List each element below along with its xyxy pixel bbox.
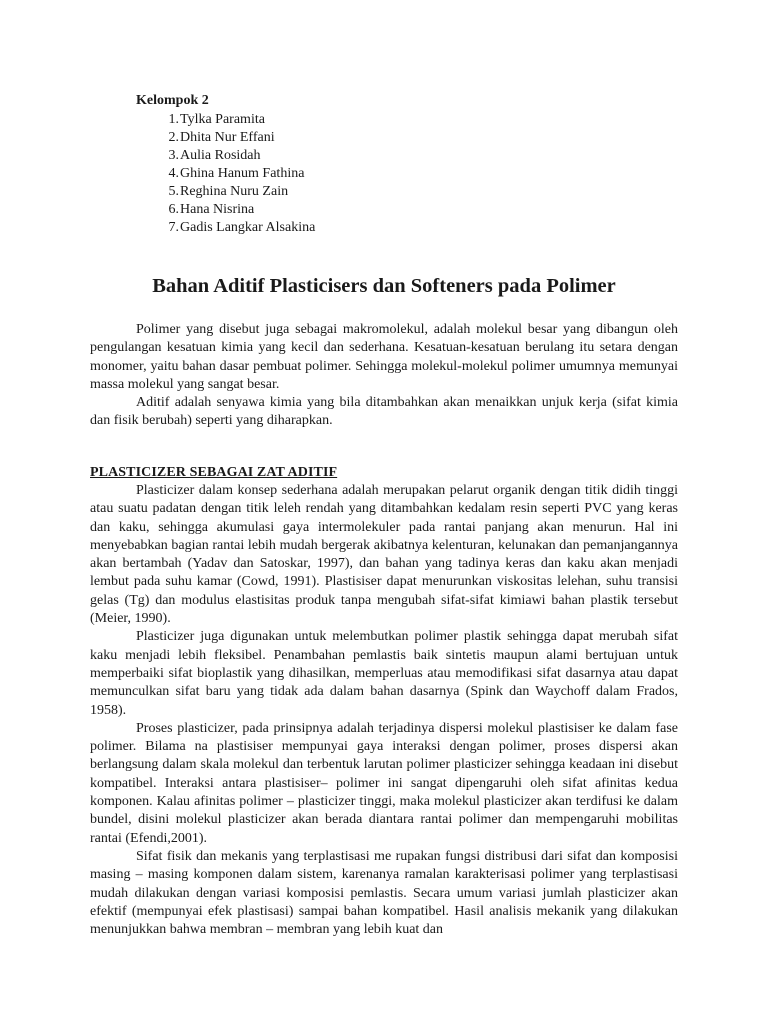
list-item [136,183,315,201]
paragraph: Plasticizer dalam konsep sederhana adalah merupakan pelarut organik dengan titik didih tinggi atau suatu padatan dengan titik leleh rendah yang ditambahkan kedalam resin seperti PVC yang keras dan kaku, sehingga akumulasi gaya intermolekuler pada rantai panjang akan menurun. Hal ini menyebabkan bagian rantai lebih mudah bergerak akibatnya kelenturan, kelunakan dan pemanjangannya akan bertambah (Yadav dan Satoskar, 1997), dan bahan yang tadinya keras dan kaku akan menjadi lembut pada suhu kamar (Cowd, 1991). Plastisiser dapat menurunkan viskositas lelehan, suhu transisi gelas (Tg) dan modulus elastisitas produk tanpa mengubah sifat-sifat kimiawi bahan plastik tersebut (Meier, 1990). [90,483,678,627]
list-number: 6. [168,202,179,217]
member-name: Ghina Hanum Fathina [180,166,305,181]
list-number: 2. [168,130,179,145]
list-number: 3. [168,148,179,163]
paragraph: Polimer yang disebut juga sebagai makromolekul, adalah molekul besar yang dibangun oleh pengulangan kesatuan kimia yang kecil dan sederhana. Kesatuan-kesatuan berulang itu setara dengan monomer, yaitu bahan dasar pembuat polimer. Sehingga molekul-molekul polimer umumnya memunyai massa molekul yang sangat besar. [90,322,678,392]
list-number: 5. [168,184,179,199]
paragraph: Proses plasticizer, pada prinsipnya adalah terjadinya dispersi molekul plastisiser ke dalam fase polimer. Bilama na plastisiser mempunyai gaya interaksi dengan polimer, proses dispersi akan berlangsung dalam skala molekul dan terbentuk larutan polimer plasticizer sehingga keadaan ini disebut kompatibel. Interaksi antara plastisiser– polimer ini sangat dipengaruhi oleh sifat afinitas kedua komponen. Kalau afinitas polimer – plasticizer tinggi, maka molekul plasticizer akan terdifusi ke dalam bundel, disini molekul plasticizer akan berada diantara rantai polimer dan mempengaruhi mobilitas rantai (Efendi,2001). [90,720,678,846]
paragraph: Plasticizer juga digunakan untuk melembutkan polimer plastik sehingga dapat merubah sifat kaku menjadi lebih fleksibel. Penambahan pemlastis baik sintetis maupun alami bertujuan untuk memperbaiki sifat bioplastik yang dihasilkan, memperluas atau memodifikasi sifat dasarnya atau dapat memunculkan sifat baru yang tidak ada dalam bahan dasarnya (Spink dan Waychoff dalam Frados, 1958). [90,629,678,718]
list-item [136,165,315,183]
member-name: Tylka Paramita [180,112,265,127]
member-list [136,111,315,237]
section-body [90,482,678,939]
list-item [136,129,315,147]
paragraph: Sifat fisik dan mekanis yang terplastisasi me rupakan fungsi distribusi dari sifat dan komposisi masing – masing komponen dalam sistem, karenanya ramalan karakterisasi polimer yang terplastisasi mudah dilakukan dengan variasi komposisi pemlastis. Secara umum variasi jumlah plasticizer akan efektif (mempunyai efek plastisasi) sampai bahan kompatibel. Hasil analisis mekanik yang dilakukan menunjukkan bahwa membran – membran yang lebih kuat dan [90,848,678,938]
list-number: 1. [168,112,179,127]
member-name: Aulia Rosidah [180,148,261,163]
member-name: Gadis Langkar Alsakina [180,220,316,235]
list-item [136,201,315,219]
document-title: Bahan Aditif Plasticisers dan Softeners pada Polimer [152,275,616,297]
paragraph: Aditif adalah senyawa kimia yang bila ditambahkan akan menaikkan unjuk kerja (sifat kimia dan fisik berubah) seperti yang diharapkan. [90,395,678,429]
section-heading: PLASTICIZER SEBAGAI ZAT ADITIF [90,465,338,480]
group-heading: Kelompok 2 [136,93,209,108]
list-item [136,111,315,129]
member-name: Dhita Nur Effani [180,130,275,145]
member-name: Hana Nisrina [180,202,255,217]
list-item [136,219,315,237]
member-name: Reghina Nuru Zain [180,184,289,199]
intro-text [90,321,678,431]
list-number: 4. [168,166,179,181]
list-item [136,147,315,165]
list-number: 7. [168,220,179,235]
